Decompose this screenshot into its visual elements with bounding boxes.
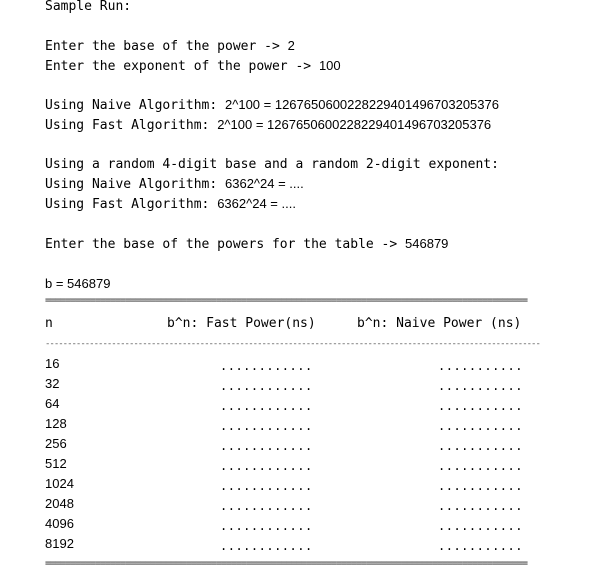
row-n-value: 256 <box>45 436 67 451</box>
table-base-prompt-line <box>45 236 448 253</box>
base-prompt-label: Enter the base of the power -> <box>45 39 288 54</box>
column-header-naive: b^n: Naive Power (ns) <box>357 316 522 331</box>
random-fast-line <box>45 196 296 213</box>
row-fast-time: ............ <box>220 499 313 513</box>
random-intro-line: Using a random 4-digit base and a random 2-digit exponent: <box>45 157 499 172</box>
row-naive-time: ........... <box>438 499 523 513</box>
row-n-value: 2048 <box>45 496 74 511</box>
table-row <box>45 496 542 516</box>
row-n-value: 128 <box>45 416 67 431</box>
table-row <box>45 436 542 456</box>
random-fast-value: 6362^24 = .... <box>217 196 296 211</box>
naive-result-value: 2^100 = 1267650600228229401496703205376 <box>225 97 499 112</box>
row-fast-time: ............ <box>220 479 313 493</box>
row-fast-time: ............ <box>220 419 313 433</box>
base-prompt-line <box>45 38 295 55</box>
row-fast-time: ............ <box>220 399 313 413</box>
row-fast-time: ............ <box>220 359 313 373</box>
table-row <box>45 376 542 396</box>
row-naive-time: ........... <box>438 399 523 413</box>
row-naive-time: ........... <box>438 439 523 453</box>
row-naive-time: ........... <box>438 479 523 493</box>
row-naive-time: ........... <box>438 539 523 553</box>
fast-result-line <box>45 117 491 134</box>
naive-result-line <box>45 97 499 114</box>
fast-result-label: Using Fast Algorithm: <box>45 118 218 133</box>
row-n-value: 64 <box>45 396 60 411</box>
row-fast-time: ............ <box>220 519 313 533</box>
random-fast-label: Using Fast Algorithm: <box>45 197 218 212</box>
table-base-prompt-value: 546879 <box>405 236 449 251</box>
base-prompt-value: 2 <box>287 38 295 53</box>
sample-run-heading: Sample Run: <box>45 0 132 14</box>
row-naive-time: ........... <box>438 359 523 373</box>
exponent-prompt-line <box>45 58 341 75</box>
naive-result-label: Using Naive Algorithm: <box>45 98 226 113</box>
random-naive-label: Using Naive Algorithm: <box>45 177 226 192</box>
column-header-fast: b^n: Fast Power(ns) <box>167 316 316 331</box>
column-header-n: n <box>45 316 53 331</box>
table-bottom-rule: ================================================================================================ <box>45 559 527 569</box>
table-row <box>45 536 542 556</box>
row-naive-time: ........... <box>438 419 523 433</box>
row-fast-time: ............ <box>220 539 313 553</box>
table-row <box>45 396 542 416</box>
row-n-value: 1024 <box>45 476 74 491</box>
table-row <box>45 456 542 476</box>
table-base-prompt-label: Enter the base of the powers for the table -> <box>45 237 406 252</box>
fast-result-value: 2^100 = 1267650600228229401496703205376 <box>217 117 492 132</box>
row-naive-time: ........... <box>438 379 523 393</box>
row-n-value: 512 <box>45 456 67 471</box>
table-row <box>45 516 542 536</box>
table-top-rule: ================================================================================================ <box>45 296 527 306</box>
table-row <box>45 476 542 496</box>
exponent-prompt-label: Enter the exponent of the power -> <box>45 59 319 74</box>
row-naive-time: ........... <box>438 459 523 473</box>
row-n-value: 16 <box>45 356 60 371</box>
random-naive-value: 6362^24 = .... <box>225 176 304 191</box>
table-row <box>45 356 542 376</box>
table-row <box>45 416 542 436</box>
row-n-value: 32 <box>45 376 60 391</box>
row-n-value: 4096 <box>45 516 74 531</box>
random-naive-line <box>45 176 304 193</box>
exponent-prompt-value: 100 <box>318 58 341 73</box>
row-naive-time: ........... <box>438 519 523 533</box>
table-header-rule: ---------------------------------------------------------------------------------------------------------------- <box>45 339 540 349</box>
row-n-value: 8192 <box>45 536 74 551</box>
row-fast-time: ............ <box>220 379 313 393</box>
row-fast-time: ............ <box>220 439 313 453</box>
table-base-line: b = 546879 <box>45 276 111 291</box>
row-fast-time: ............ <box>220 459 313 473</box>
